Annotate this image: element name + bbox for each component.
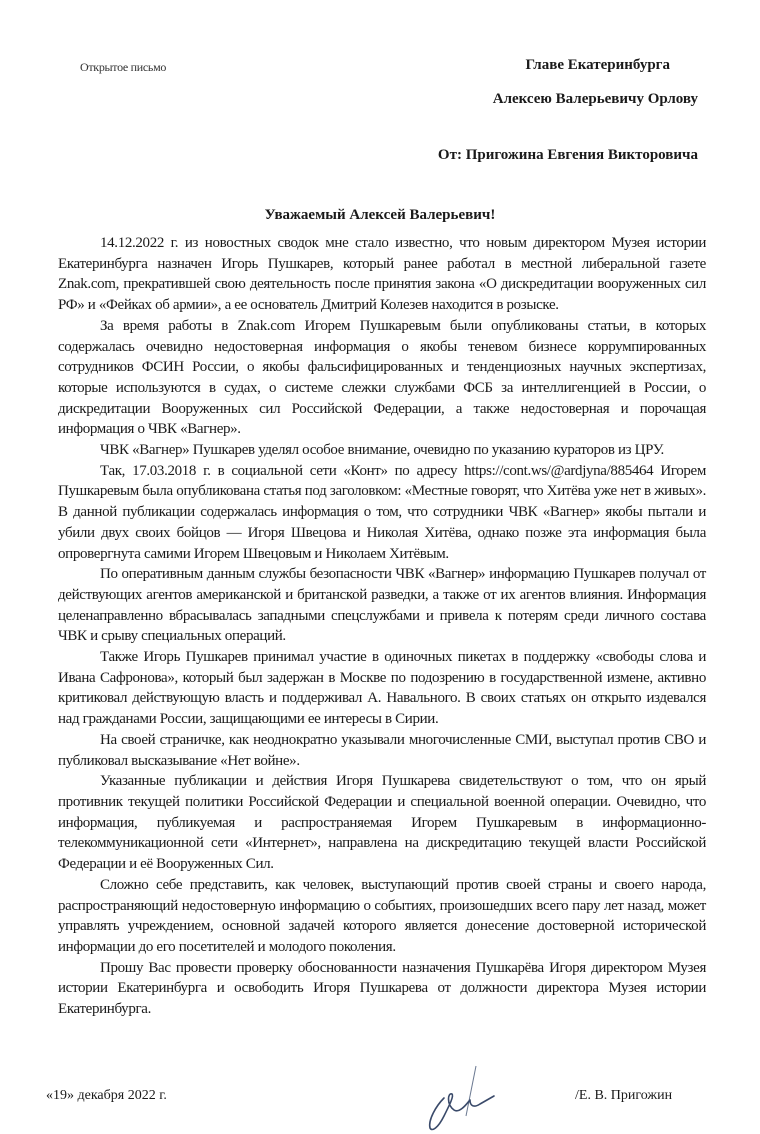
- paragraph: Сложно себе представить, как человек, выступающий против своей страны и своего народа, распространяющий недостоверную информацию о событиях, произошедших всего пару лет назад, может управлять учреждением, основной задачей которого является донесение достоверной исторической информации до его посетителей и молодого поколения.: [58, 876, 706, 955]
- paragraph: По оперативным данным службы безопасности ЧВК «Вагнер» информацию Пушкарев получал от действующих агентов американской и британской разведки, а также от их агентов влияния. Информация целенаправленно вбрасывалась западными спецслужбами и привела к потерям среди личного состава ЧВК и срыву специальных операций.: [58, 566, 706, 645]
- paragraph: Так, 17.03.2018 г. в социальной сети «Конт» по адресу https://cont.ws/@ardjyna/885464 Игорем Пушкаревым была опубликована статья под заголовком: «Местные говорят, что Хитёва уже нет в живых». В данной публикации содержалась информация о том, что сотрудники ЧВК «Вагнер» якобы пытали и убили двух своих бойцов — Игоря Швецова и Николая Хитёва, однако позже эта информация была опровергнута самими Игорем Швецовым и Николаем Хитёвым.: [58, 462, 706, 562]
- salutation: Уважаемый Алексей Валерьевич!: [264, 207, 496, 223]
- paragraph: Также Игорь Пушкарев принимал участие в одиночных пикетах в поддержку «свободы слова и Ивана Сафронова», который был задержан в Москве по подозрению в государственной измене, активно критиковал действующую власть и поддерживал А. Навального. В своих статьях он открыто издевался над гражданами России, защищающими ее интересы в Сирии.: [58, 649, 706, 728]
- document-type-label: Открытое письмо: [80, 60, 167, 74]
- paragraph: ЧВК «Вагнер» Пушкарев уделял особое внимание, очевидно по указанию кураторов из ЦРУ.: [100, 442, 664, 459]
- paragraph: 14.12.2022 г. из новостных сводок мне стало известно, что новым директором Музея истории Екатеринбурга назначен Игорь Пушкарев, который ранее работал в местной либеральной газете Znak.com, прекратившей свою деятельность после принятия закона «О дискредитации вооруженных сил РФ» и «Фейках об армии», а ее основатель Дмитрий Колезев находится в розыске.: [58, 235, 706, 314]
- paragraph: Указанные публикации и действия Игоря Пушкарева свидетельствуют о том, что он ярый противник текущей политики Российской Федерации и специальной военной операции. Очевидно, что информация, публикуемая и распространяемая Игорем Пушкаревым в информационно-телекоммуникационной сети «Интернет», направлена на дискредитацию текущей власти Российской Федерации и её Вооруженных Сил.: [58, 773, 706, 873]
- recipient-name: Алексею Валерьевичу Орлову: [492, 91, 698, 107]
- recipient-title: Главе Екатеринбурга: [525, 57, 670, 73]
- paragraph: За время работы в Znak.com Игорем Пушкаревым были опубликованы статьи, в которых содержалась очевидно недостоверная информация о якобы теневом бизнесе коррумпированных сотрудников ФСИН России, о якобы фальсифицированных и тенденциозных научных экспертизах, которые используются в судах, о системе слежки службами ФСБ за интеллигенцией в России, о дискредитации Вооруженных сил Российской Федерации, а также недостоверная и порочащая информация о ЧВК «Вагнер».: [58, 317, 706, 438]
- letter-footer: [0, 1064, 760, 1134]
- signature-icon: [414, 1064, 504, 1134]
- letter-body: [58, 233, 706, 1020]
- sender-line: От: Пригожина Евгения Викторовича: [437, 147, 698, 163]
- letter-date: «19» декабря 2022 г.: [46, 1087, 167, 1103]
- paragraph: На своей страничке, как неоднократно указывали многочисленные СМИ, выступал против СВО и публиковал высказывание «Нет войне».: [58, 731, 706, 769]
- signer-name: /Е. В. Пригожин: [575, 1087, 673, 1103]
- letter-header: [0, 0, 760, 205]
- paragraph: Прошу Вас провести проверку обоснованности назначения Пушкарёва Игоря директором Музея истории Екатеринбурга и освободить Игоря Пушкарева от должности директора Музея истории Екатеринбурга.: [58, 959, 706, 1018]
